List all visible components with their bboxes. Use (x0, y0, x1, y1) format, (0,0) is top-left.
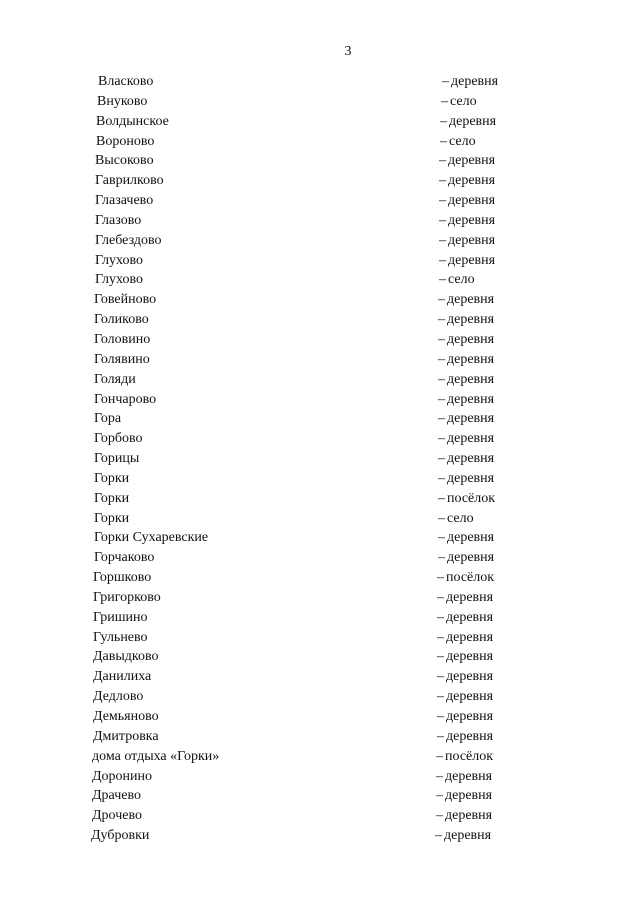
list-item (0, 489, 640, 509)
separator-dash: – (438, 292, 445, 308)
settlement-type-label: деревня (448, 193, 496, 209)
settlement-name: Глазачево (95, 193, 154, 209)
settlement-type-label: деревня (449, 113, 497, 129)
settlement-type (438, 350, 494, 370)
settlement-type-label: деревня (448, 153, 496, 169)
separator-dash: – (436, 748, 443, 764)
settlement-type (438, 469, 494, 489)
settlement-name: Вороново (96, 133, 155, 149)
settlement-name: Говейново (94, 292, 157, 308)
list-item (0, 786, 640, 806)
settlement-type-label: деревня (448, 173, 496, 189)
settlement-type (438, 429, 494, 449)
list-item (0, 628, 640, 648)
settlement-name: Горчаково (94, 550, 155, 566)
list-item (0, 350, 640, 370)
settlement-name: Глазово (95, 212, 142, 228)
settlement-type (438, 370, 494, 390)
settlement-type-label: деревня (447, 292, 495, 308)
list-item (0, 667, 640, 687)
settlement-name: Горки (94, 510, 130, 526)
list-item (0, 409, 640, 429)
settlement-name: Высоково (95, 153, 154, 169)
settlement-type-label: деревня (447, 331, 495, 347)
settlement-type-label: деревня (448, 232, 496, 248)
page-number: 3 (344, 44, 352, 59)
separator-dash: – (439, 252, 446, 268)
separator-dash: – (439, 232, 446, 248)
settlement-type-label: деревня (447, 371, 495, 387)
settlement-type (441, 92, 477, 112)
settlement-type (439, 231, 495, 251)
separator-dash: – (438, 391, 445, 407)
list-item (0, 806, 640, 826)
list-item (0, 509, 640, 529)
settlement-type (440, 112, 496, 132)
separator-dash: – (438, 530, 445, 546)
settlement-name: Гора (94, 411, 122, 427)
settlement-type (438, 409, 494, 429)
list-item (0, 608, 640, 628)
settlement-name: Дедлово (93, 689, 144, 705)
list-item (0, 647, 640, 667)
separator-dash: – (438, 351, 445, 367)
settlement-name: дома отдыха «Горки» (92, 748, 220, 764)
settlement-type-label: посёлок (447, 490, 496, 506)
settlement-type-label: деревня (447, 530, 495, 546)
list-item (0, 191, 640, 211)
settlement-name: Горшково (93, 570, 152, 586)
settlement-list (0, 72, 640, 846)
separator-dash: – (436, 788, 443, 804)
settlement-type-label: село (448, 272, 475, 288)
settlement-type-label: деревня (447, 550, 495, 566)
settlement-name: Гаврилково (95, 173, 164, 189)
settlement-type (438, 509, 474, 529)
settlement-type-label: деревня (446, 728, 494, 744)
settlement-type (435, 826, 491, 846)
settlement-type (438, 528, 494, 548)
list-item (0, 429, 640, 449)
settlement-type (439, 151, 495, 171)
separator-dash: – (438, 331, 445, 347)
list-item (0, 290, 640, 310)
settlement-type (437, 687, 493, 707)
settlement-type (436, 786, 492, 806)
separator-dash: – (441, 93, 448, 109)
settlement-name: Волдынское (96, 113, 169, 129)
settlement-name: Драчево (92, 788, 141, 804)
list-item (0, 449, 640, 469)
separator-dash: – (437, 629, 444, 645)
list-item (0, 687, 640, 707)
settlement-type (436, 747, 493, 767)
settlement-name: Доронино (92, 768, 153, 784)
settlement-name: Гульнево (93, 629, 148, 645)
settlement-type-label: деревня (446, 629, 494, 645)
settlement-type-label: деревня (447, 351, 495, 367)
settlement-type-label: деревня (446, 689, 494, 705)
separator-dash: – (438, 470, 445, 486)
settlement-type (442, 72, 498, 92)
separator-dash: – (437, 609, 444, 625)
list-item (0, 310, 640, 330)
settlement-type-label: деревня (446, 709, 494, 724)
settlement-type-label: деревня (447, 411, 495, 427)
settlement-name: Горки Сухаревские (94, 530, 209, 546)
separator-dash: – (439, 212, 446, 228)
settlement-type (437, 608, 493, 628)
separator-dash: – (442, 74, 449, 89)
separator-dash: – (438, 490, 445, 506)
list-item (0, 211, 640, 231)
settlement-type (438, 310, 494, 330)
settlement-type (436, 767, 492, 787)
settlement-name: Давыдково (93, 649, 159, 665)
settlement-type-label: село (447, 510, 474, 526)
list-item (0, 548, 640, 568)
settlement-name: Григорково (93, 589, 161, 605)
separator-dash: – (437, 669, 444, 685)
separator-dash: – (438, 451, 445, 467)
settlement-name: Дрочево (92, 808, 142, 824)
separator-dash: – (438, 312, 445, 328)
list-item (0, 727, 640, 747)
settlement-type (438, 489, 495, 509)
settlement-type-label: деревня (447, 312, 495, 328)
settlement-name: Гришино (93, 609, 148, 625)
separator-dash: – (438, 411, 445, 427)
settlement-type-label: деревня (445, 808, 493, 824)
settlement-type (440, 132, 476, 152)
list-item (0, 390, 640, 410)
settlement-type (437, 667, 493, 687)
separator-dash: – (438, 431, 445, 447)
separator-dash: – (438, 510, 445, 526)
settlement-name: Дубровки (91, 828, 150, 844)
settlement-type-label: посёлок (445, 748, 494, 764)
list-item (0, 767, 640, 787)
settlement-name: Глебездово (95, 232, 162, 248)
settlement-type (437, 727, 493, 747)
settlement-type-label: деревня (446, 669, 494, 685)
list-item (0, 132, 640, 152)
settlement-name: Голиково (94, 312, 149, 328)
settlement-type-label: село (449, 133, 476, 149)
settlement-type (439, 251, 495, 271)
settlement-name: Внуково (97, 93, 148, 109)
settlement-name: Дмитровка (93, 728, 159, 744)
settlement-type-label: деревня (444, 828, 492, 844)
list-item (0, 151, 640, 171)
settlement-type (439, 270, 475, 290)
settlement-type-label: деревня (447, 431, 495, 447)
settlement-type-label: деревня (446, 589, 494, 605)
list-item (0, 330, 640, 350)
separator-dash: – (437, 570, 444, 586)
settlement-type (438, 390, 494, 410)
list-item (0, 251, 640, 271)
separator-dash: – (437, 728, 444, 744)
list-item (0, 72, 640, 92)
separator-dash: – (435, 828, 442, 844)
settlement-name: Данилиха (93, 669, 152, 685)
settlement-name: Голявино (94, 351, 150, 367)
settlement-type-label: деревня (447, 451, 495, 467)
settlement-type (437, 707, 493, 727)
settlement-type-label: деревня (445, 768, 493, 784)
settlement-name: Горицы (94, 451, 140, 467)
list-item (0, 826, 640, 846)
separator-dash: – (437, 649, 444, 665)
settlement-name: Гончарово (94, 391, 157, 407)
list-item (0, 92, 640, 112)
separator-dash: – (439, 173, 446, 189)
list-item (0, 469, 640, 489)
settlement-name: Горки (94, 470, 130, 486)
settlement-type (439, 171, 495, 191)
settlement-name: Горки (94, 490, 130, 506)
separator-dash: – (437, 709, 444, 724)
separator-dash: – (436, 808, 443, 824)
settlement-type (439, 191, 495, 211)
separator-dash: – (439, 153, 446, 169)
settlement-type (438, 290, 494, 310)
list-item (0, 747, 640, 767)
settlement-type-label: деревня (446, 649, 494, 665)
settlement-type-label: деревня (446, 609, 494, 625)
list-item (0, 707, 640, 727)
settlement-type (439, 211, 495, 231)
separator-dash: – (440, 133, 447, 149)
separator-dash: – (439, 272, 446, 288)
settlement-name: Глухово (95, 272, 144, 288)
separator-dash: – (437, 689, 444, 705)
list-item (0, 528, 640, 548)
settlement-type (438, 330, 494, 350)
list-item (0, 588, 640, 608)
settlement-type (437, 647, 493, 667)
separator-dash: – (437, 589, 444, 605)
settlement-type-label: деревня (451, 74, 499, 89)
settlement-type (437, 568, 494, 588)
separator-dash: – (438, 550, 445, 566)
settlement-name: Глухово (95, 252, 144, 268)
separator-dash: – (436, 768, 443, 784)
settlement-type (437, 588, 493, 608)
settlement-type (438, 548, 494, 568)
settlement-type (436, 806, 492, 826)
settlement-name: Голяди (94, 371, 136, 387)
settlement-type-label: посёлок (446, 570, 495, 586)
list-item (0, 231, 640, 251)
settlement-type-label: село (450, 93, 477, 109)
separator-dash: – (440, 113, 447, 129)
settlement-name: Демьяново (93, 709, 159, 724)
settlement-type-label: деревня (448, 212, 496, 228)
settlement-name: Власково (98, 74, 154, 89)
settlement-type-label: деревня (447, 391, 495, 407)
settlement-name: Горбово (94, 431, 143, 447)
list-item (0, 568, 640, 588)
list-item (0, 112, 640, 132)
list-item (0, 270, 640, 290)
list-item (0, 171, 640, 191)
settlement-type-label: деревня (447, 470, 495, 486)
settlement-name: Головино (94, 331, 151, 347)
settlement-type-label: деревня (445, 788, 493, 804)
separator-dash: – (438, 371, 445, 387)
settlement-type (437, 628, 493, 648)
separator-dash: – (439, 193, 446, 209)
list-item (0, 370, 640, 390)
settlement-type (438, 449, 494, 469)
settlement-type-label: деревня (448, 252, 496, 268)
